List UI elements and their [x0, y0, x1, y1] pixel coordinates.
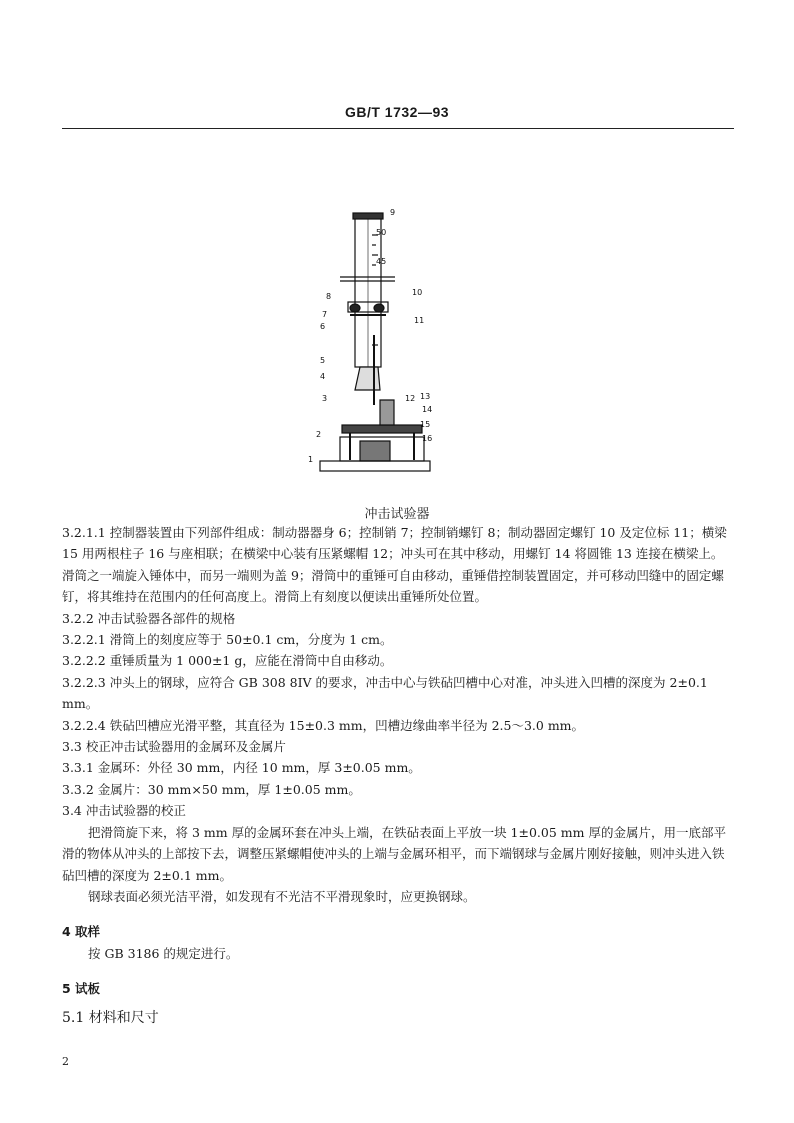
part-label-13: 13: [420, 392, 431, 401]
scale-label-50: 50: [376, 228, 387, 237]
part-label-3: 3: [322, 394, 328, 403]
paragraph-4: 按 GB 3186 的规定进行。: [88, 945, 239, 961]
heading-3-3: 3.3 校正冲击试验器用的金属环及金属片: [62, 739, 286, 755]
paragraph-3-2-2-2: 3.2.2.2 重锤质量为 1 000±1 g，应能在滑筒中自由移动。: [62, 653, 393, 669]
heading-4: 4 取样: [62, 924, 101, 940]
paragraph-3-4-a: 把滑筒旋下来，将 3 mm 厚的金属环套在冲头上端，在铁砧表面上平放一块 1±0.05 mm 厚的金属片，用一底部平滑的物体从冲头的上部按下去，调整压紧螺帽使冲头的上端与金属环相平，而下端钢球与金属片刚好接触，则冲头进入铁砧凹槽的深度为 2±0.1 mm。: [62, 824, 726, 883]
part-label-2: 2: [316, 430, 322, 439]
paragraph-3-3-1: 3.3.1 金属环：外径 30 mm，内径 10 mm，厚 3±0.05 mm。: [62, 760, 421, 776]
heading-3-2-2: 3.2.2 冲击试验器各部件的规格: [62, 610, 236, 626]
heading-5: 5 试板: [62, 981, 101, 997]
paragraph-3-4-b: 钢球表面必须光洁平滑，如发现有不光洁不平滑现象时，应更换钢球。: [88, 888, 476, 904]
part-label-1: 1: [308, 455, 314, 464]
part-label-16: 16: [422, 434, 433, 443]
paragraph-3-2-2-3: 3.2.2.3 冲头上的钢球，应符合 GB 308 8IV 的要求，冲击中心与铁砧凹槽中心对准，冲头进入凹槽的深度为 2±0.1 mm。: [62, 674, 708, 712]
paragraph-3-2-1-1: 3.2.1.1 控制器装置由下列部件组成：制动器器身 6；控制销 7；控制销螺钉 8；制动器固定螺钉 10 及定位标 11；横梁 15 用两根柱子 16 与座相联；在横梁中心装有压紧螺帽 12；冲头可在其中移动，用螺钉 14 将圆锥 13 连接在横梁上。滑筒之一端旋入锤体中，而另一端则为盖 9；滑筒中的重锤可自由移动，重锤借控制装置固定，并可移动凹缝中的固定螺钉，将其维持在范围内的任何高度上。滑筒上有刻度以便读出重锤所处位置。: [62, 525, 727, 605]
part-label-6: 6: [320, 322, 326, 331]
document-body: [62, 522, 734, 1029]
part-label-7: 7: [322, 310, 328, 319]
part-label-10: 10: [412, 288, 423, 297]
part-label-14: 14: [422, 405, 433, 414]
part-label-15: 15: [420, 420, 431, 429]
paragraph-3-2-2-1: 3.2.2.1 滑筒上的刻度应等于 50±0.1 cm，分度为 1 cm。: [62, 632, 393, 648]
page-number: 2: [62, 1055, 69, 1068]
part-label-9: 9: [390, 208, 396, 217]
impact-tester-figure: [300, 205, 450, 475]
scale-label-45: 45: [376, 257, 387, 266]
document-header: GB/T 1732—93: [344, 104, 450, 120]
figure-caption: 冲击试验器: [364, 507, 430, 522]
heading-5-1: 5.1 材料和尺寸: [62, 1009, 159, 1026]
part-label-8: 8: [326, 292, 332, 301]
part-label-5: 5: [320, 356, 326, 365]
part-label-11: 11: [414, 316, 425, 325]
paragraph-3-3-2: 3.3.2 金属片：30 mm×50 mm，厚 1±0.05 mm。: [62, 781, 361, 797]
header-rule: [62, 128, 734, 129]
heading-3-4: 3.4 冲击试验器的校正: [62, 803, 186, 819]
part-label-4: 4: [320, 372, 326, 381]
paragraph-3-2-2-4: 3.2.2.4 铁砧凹槽应光滑平整，其直径为 15±0.3 mm，凹槽边缘曲率半径为 2.5～3.0 mm。: [62, 717, 585, 733]
part-label-12: 12: [405, 394, 416, 403]
